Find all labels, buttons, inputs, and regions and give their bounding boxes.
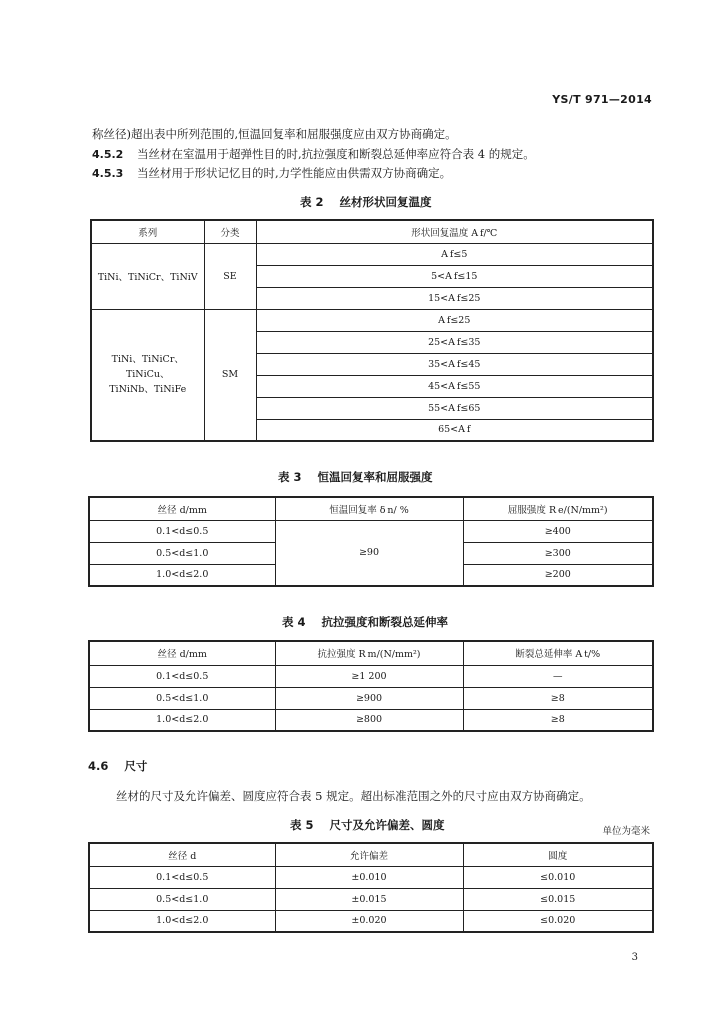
series-cell — [91, 309, 204, 441]
diameter-cell: 1.0<d≤2.0 — [89, 709, 275, 731]
recovery-cell: ≥90 — [275, 520, 463, 586]
diameter-cell: 0.1<d≤0.5 — [89, 866, 275, 888]
series-line: TiNiNb、TiNiFe — [109, 384, 187, 396]
temperature-cell: 55<A f≤65 — [256, 397, 653, 419]
table-header-cell: 形状回复温度 A f/℃ — [256, 220, 653, 243]
section-title: 尺寸 — [124, 759, 148, 773]
series-cell: TiNi、TiNiCr、TiNiV — [91, 243, 204, 309]
table3-caption — [278, 469, 433, 485]
tensile-cell: ≥1 200 — [275, 665, 463, 687]
roundness-cell: ≤0.015 — [463, 888, 653, 910]
temperature-cell: 5<A f≤15 — [256, 265, 653, 287]
table-header-cell: 恒温回复率 δ n/ % — [275, 497, 463, 520]
table-number: 表 3 — [278, 470, 302, 484]
yield-cell: ≥400 — [463, 520, 653, 542]
table-number: 表 4 — [282, 615, 306, 629]
table-header-cell: 分类 — [204, 220, 256, 243]
clause-4-5-2 — [92, 146, 535, 162]
table-title: 丝材形状回复温度 — [339, 195, 432, 209]
diameter-cell: 0.5<d≤1.0 — [89, 888, 275, 910]
tolerance-cell: ±0.010 — [275, 866, 463, 888]
document-code: YS/T 971—2014 — [552, 93, 652, 106]
temperature-cell: 25<A f≤35 — [256, 331, 653, 353]
temperature-cell: A f≤25 — [256, 309, 653, 331]
section-number: 4.6 — [88, 759, 109, 773]
clause-text: 当丝材在室温用于超弹性目的时,抗拉强度和断裂总延伸率应符合表 4 的规定。 — [136, 147, 535, 161]
table-title: 抗拉强度和断裂总延伸率 — [321, 615, 449, 629]
table-title: 恒温回复率和屈服强度 — [317, 470, 433, 484]
table-header-cell: 屈服强度 R e/(N/mm²) — [463, 497, 653, 520]
section-4-6-text: 丝材的尺寸及允许偏差、圆度应符合表 5 规定。超出标准范围之外的尺寸应由双方协商确定。 — [116, 789, 591, 803]
roundness-cell: ≤0.010 — [463, 866, 653, 888]
diameter-cell: 1.0<d≤2.0 — [89, 910, 275, 932]
unit-note: 单位为毫米 — [602, 826, 650, 837]
tensile-cell: ≥900 — [275, 687, 463, 709]
table2-recovery-temperature — [90, 219, 654, 442]
table-header-cell: 圆度 — [463, 843, 653, 866]
clause-4-5-3 — [92, 165, 451, 181]
diameter-cell: 0.1<d≤0.5 — [89, 665, 275, 687]
table-header-cell: 丝径 d — [89, 843, 275, 866]
series-line: TiNi、TiNiCr、TiNiCu、 — [111, 354, 184, 381]
table-header-cell: 丝径 d/mm — [89, 641, 275, 665]
clause-number: 4.5.3 — [92, 167, 124, 180]
table-number: 表 5 — [290, 818, 314, 832]
table4-caption — [282, 614, 448, 630]
table-header-cell: 系列 — [91, 220, 204, 243]
table5-dimensions — [88, 842, 654, 933]
temperature-cell: A f≤5 — [256, 243, 653, 265]
tolerance-cell: ±0.015 — [275, 888, 463, 910]
table3-recovery-yield — [88, 496, 654, 587]
table2-caption — [300, 194, 432, 210]
table-header-cell: 断裂总延伸率 A t/% — [463, 641, 653, 665]
table4-tensile-elongation — [88, 640, 654, 732]
table-header-cell: 允许偏差 — [275, 843, 463, 866]
temperature-cell: 15<A f≤25 — [256, 287, 653, 309]
class-cell: SE — [204, 243, 256, 309]
elongation-cell: ≥8 — [463, 687, 653, 709]
tolerance-cell: ±0.020 — [275, 910, 463, 932]
temperature-cell: 45<A f≤55 — [256, 375, 653, 397]
diameter-cell: 0.1<d≤0.5 — [89, 520, 275, 542]
elongation-cell: — — [463, 665, 653, 687]
diameter-cell: 0.5<d≤1.0 — [89, 542, 275, 564]
roundness-cell: ≤0.020 — [463, 910, 653, 932]
elongation-cell: ≥8 — [463, 709, 653, 731]
yield-cell: ≥300 — [463, 542, 653, 564]
diameter-cell: 0.5<d≤1.0 — [89, 687, 275, 709]
section-heading-4-6 — [88, 758, 147, 774]
table5-caption — [290, 817, 445, 833]
table-header-cell: 丝径 d/mm — [89, 497, 275, 520]
temperature-cell: 65<A f — [256, 419, 653, 441]
yield-cell: ≥200 — [463, 564, 653, 586]
temperature-cell: 35<A f≤45 — [256, 353, 653, 375]
paragraph-continuation: 称丝径)超出表中所列范围的,恒温回复率和屈服强度应由双方协商确定。 — [92, 127, 457, 141]
clause-text: 当丝材用于形状记忆目的时,力学性能应由供需双方协商确定。 — [136, 166, 452, 180]
tensile-cell: ≥800 — [275, 709, 463, 731]
page-number: 3 — [631, 952, 638, 963]
diameter-cell: 1.0<d≤2.0 — [89, 564, 275, 586]
table-number: 表 2 — [300, 195, 324, 209]
clause-number: 4.5.2 — [92, 148, 124, 161]
table-header-cell: 抗拉强度 R m/(N/mm²) — [275, 641, 463, 665]
table-title: 尺寸及允许偏差、圆度 — [329, 818, 445, 832]
class-cell: SM — [204, 309, 256, 441]
